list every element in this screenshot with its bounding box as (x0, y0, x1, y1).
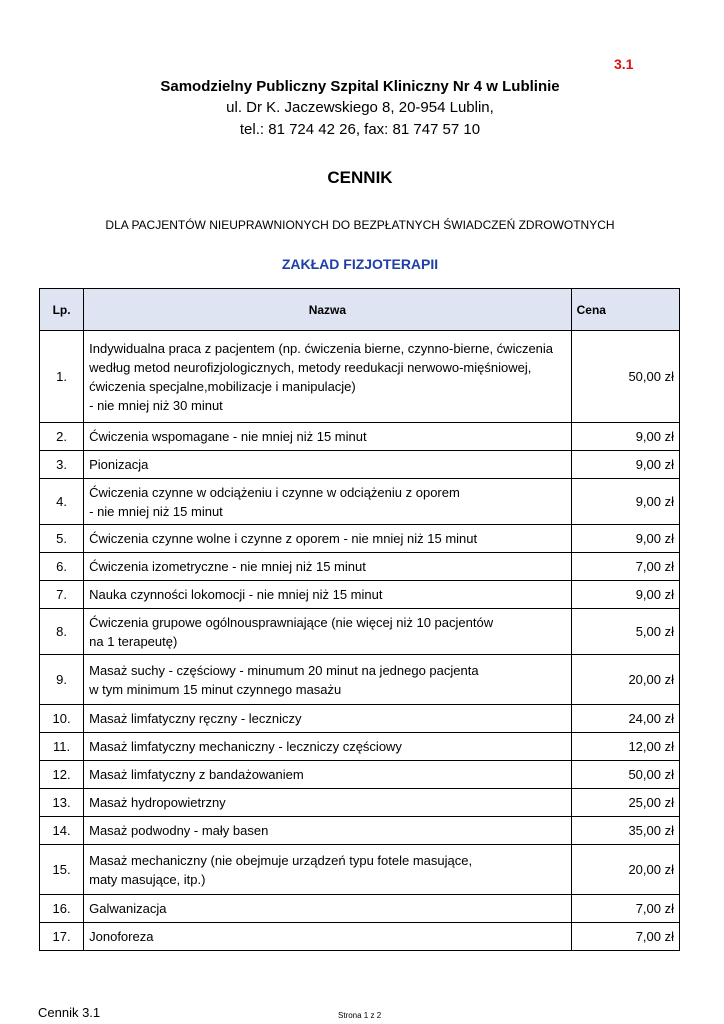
service-name: Ćwiczenia izometryczne - nie mniej niż 15 minut (84, 553, 572, 581)
table-row (40, 655, 680, 705)
service-price: 5,00 zł (571, 609, 679, 655)
table-row (40, 423, 680, 451)
service-price: 20,00 zł (571, 845, 679, 895)
service-name: Masaż limfatyczny ręczny - leczniczy (84, 705, 572, 733)
page-title: CENNIK (327, 168, 393, 187)
row-number: 15. (40, 845, 84, 895)
table-row (40, 733, 680, 761)
row-number: 6. (40, 553, 84, 581)
service-price: 25,00 zł (571, 789, 679, 817)
table-row (40, 761, 680, 789)
service-price: 35,00 zł (571, 817, 679, 845)
service-name: Masaż limfatyczny mechaniczny - leczniczy częściowy (84, 733, 572, 761)
table-row (40, 705, 680, 733)
service-price: 7,00 zł (571, 895, 679, 923)
table-row (40, 845, 680, 895)
document-header (0, 77, 720, 141)
service-price: 9,00 zł (571, 581, 679, 609)
service-name: Ćwiczenia czynne w odciążeniu i czynne w odciążeniu z oporem - nie mniej niż 15 minut (84, 479, 572, 525)
service-price: 9,00 zł (571, 451, 679, 479)
service-name: Ćwiczenia wspomagane - nie mniej niż 15 minut (84, 423, 572, 451)
row-number: 1. (40, 331, 84, 423)
service-name: Masaż limfatyczny z bandażowaniem (84, 761, 572, 789)
service-price: 50,00 zł (571, 331, 679, 423)
service-name: Masaż suchy - częściowy - minumum 20 minut na jednego pacjenta w tym minimum 15 minut czynnego masażu (84, 655, 572, 705)
header-price: Cena (571, 289, 679, 331)
row-number: 17. (40, 923, 84, 951)
row-number: 14. (40, 817, 84, 845)
service-name: Nauka czynności lokomocji - nie mniej niż 15 minut (84, 581, 572, 609)
table-row (40, 331, 680, 423)
service-price: 50,00 zł (571, 761, 679, 789)
table-row (40, 525, 680, 553)
service-name: Galwanizacja (84, 895, 572, 923)
table-row (40, 789, 680, 817)
department-title: ZAKŁAD FIZJOTERAPII (281, 256, 439, 272)
service-name: Masaż podwodny - mały basen (84, 817, 572, 845)
service-price: 9,00 zł (571, 525, 679, 553)
service-price: 20,00 zł (571, 655, 679, 705)
service-name: Pionizacja (84, 451, 572, 479)
service-name: Indywidualna praca z pacjentem (np. ćwiczenia bierne, czynno-bierne, ćwiczenia według metod neurofizjologicznych, metody reedukacji nerwowo-mięśniowej, ćwiczenia specjalne,mobilizacje i manipulacje) - nie mniej niż 30 minut (84, 331, 572, 423)
row-number: 7. (40, 581, 84, 609)
table-row (40, 609, 680, 655)
service-name: Masaż hydropowietrzny (84, 789, 572, 817)
service-price: 9,00 zł (571, 423, 679, 451)
table-header-row (40, 289, 680, 331)
row-number: 5. (40, 525, 84, 553)
page-subtitle: DLA PACJENTÓW NIEUPRAWNIONYCH DO BEZPŁATNYCH ŚWIADCZEŃ ZDROWOTNYCH (105, 218, 615, 232)
document-number: 3.1 (614, 56, 634, 72)
row-number: 16. (40, 895, 84, 923)
row-number: 13. (40, 789, 84, 817)
footer-page-number: Strona 1 z 2 (338, 1011, 382, 1020)
row-number: 9. (40, 655, 84, 705)
service-name: Ćwiczenia czynne wolne i czynne z oporem - nie mniej niż 15 minut (84, 525, 572, 553)
service-price: 9,00 zł (571, 479, 679, 525)
row-number: 3. (40, 451, 84, 479)
service-price: 24,00 zł (571, 705, 679, 733)
table-row (40, 451, 680, 479)
row-number: 8. (40, 609, 84, 655)
row-number: 11. (40, 733, 84, 761)
row-number: 4. (40, 479, 84, 525)
service-name: Jonoforeza (84, 923, 572, 951)
table-row (40, 895, 680, 923)
table-row (40, 817, 680, 845)
service-price: 7,00 zł (571, 553, 679, 581)
service-name: Masaż mechaniczny (nie obejmuje urządzeń typu fotele masujące, maty masujące, itp.) (84, 845, 572, 895)
table-row (40, 553, 680, 581)
table-row (40, 479, 680, 525)
row-number: 2. (40, 423, 84, 451)
hospital-address: ul. Dr K. Jaczewskiego 8, 20-954 Lublin, (226, 99, 494, 116)
hospital-name: Samodzielny Publiczny Szpital Kliniczny Nr 4 w Lublinie (160, 78, 560, 95)
service-name: Ćwiczenia grupowe ogólnousprawniające (nie więcej niż 10 pacjentów na 1 terapeutę) (84, 609, 572, 655)
header-lp: Lp. (40, 289, 84, 331)
table-row (40, 581, 680, 609)
table-row (40, 923, 680, 951)
row-number: 12. (40, 761, 84, 789)
price-table (39, 288, 680, 951)
service-price: 12,00 zł (571, 733, 679, 761)
service-price: 7,00 zł (571, 923, 679, 951)
hospital-contact: tel.: 81 724 42 26, fax: 81 747 57 10 (239, 121, 481, 138)
row-number: 10. (40, 705, 84, 733)
footer-document-label: Cennik 3.1 (38, 1005, 101, 1020)
header-name: Nazwa (84, 289, 572, 331)
